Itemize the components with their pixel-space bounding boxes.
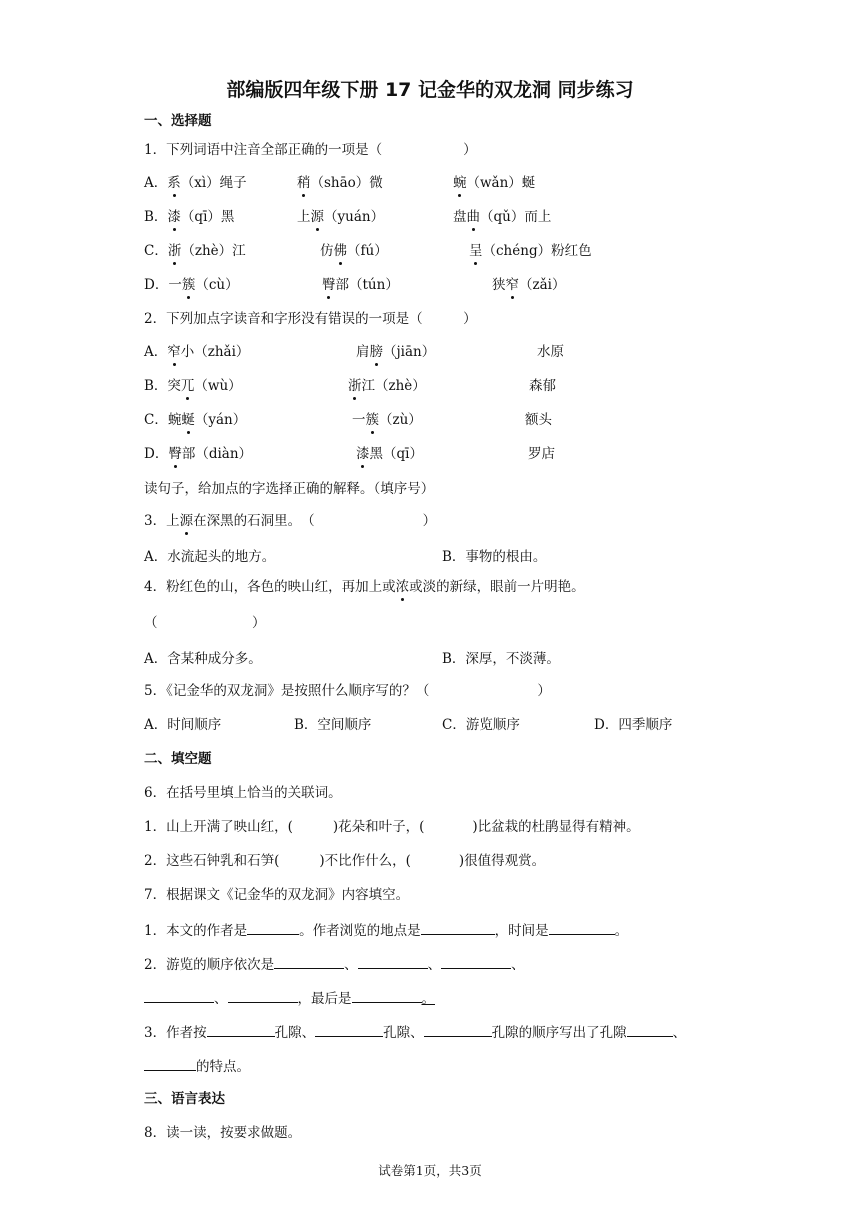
question-5-option-d: D．四季顺序 bbox=[594, 717, 673, 733]
question-3-stem bbox=[144, 512, 436, 530]
dotted-char: 簇 bbox=[181, 277, 196, 293]
fill-text: 、 bbox=[427, 957, 442, 973]
option-text: 森郁 bbox=[529, 378, 556, 394]
question-2-stem: 2．下列加点字读音和字形没有错误的一项是（ ） bbox=[144, 311, 477, 327]
answer-blank[interactable] bbox=[315, 1022, 383, 1037]
fill-text: )不比作什么，( bbox=[319, 853, 411, 869]
option-text: 罗店 bbox=[528, 446, 555, 462]
option-text: （wù） bbox=[194, 378, 242, 394]
question-5-stem: 5．《记金华的双龙洞》是按照什么顺序写的？（ ） bbox=[144, 683, 551, 699]
answer-blank[interactable] bbox=[424, 1022, 492, 1037]
question-8-stem: 8．读一读，按要求做题。 bbox=[144, 1125, 302, 1141]
question-7-line-3 bbox=[144, 1022, 686, 1042]
answer-blank[interactable] bbox=[421, 920, 495, 935]
dotted-char: 佛 bbox=[333, 243, 347, 259]
question-5-option-a: A．时间顺序 bbox=[144, 717, 222, 733]
option-text: （zǎi） bbox=[519, 277, 566, 293]
option-label: C． bbox=[144, 243, 168, 259]
answer-blank[interactable] bbox=[352, 988, 422, 1003]
dotted-char: 簇 bbox=[365, 412, 379, 428]
dotted-char: 漆 bbox=[167, 209, 181, 225]
dotted-char: 窄 bbox=[167, 344, 181, 360]
option-text: （fú） bbox=[347, 243, 388, 259]
option-label: D． bbox=[144, 446, 169, 462]
question-3-option-a: A．水流起头的地方。 bbox=[144, 549, 276, 565]
option-text: 突 bbox=[167, 378, 181, 394]
page-title: 部编版四年级下册 17 记金华的双龙洞 同步练习 bbox=[226, 79, 634, 101]
option-text: （wǎn）蜒 bbox=[466, 175, 536, 191]
option-text: 上 bbox=[297, 209, 311, 225]
fill-text: ，时间是 bbox=[494, 923, 549, 939]
option-label: A． bbox=[144, 175, 168, 191]
answer-blank[interactable] bbox=[247, 920, 299, 935]
fill-text: )花朵和叶子，( bbox=[332, 819, 425, 835]
question-3-option-b: B．事物的根由。 bbox=[442, 549, 547, 565]
answer-blank[interactable] bbox=[144, 988, 214, 1003]
dotted-char: 臀 bbox=[322, 277, 336, 293]
fill-text: 孔隙、 bbox=[383, 1025, 424, 1041]
stem-text: 或淡的新绿，眼前一片明艳。 bbox=[409, 579, 585, 595]
answer-blank[interactable] bbox=[549, 920, 615, 935]
fill-text: 2．游览的顺序依次是 bbox=[144, 957, 275, 973]
question-7-line-2b bbox=[144, 988, 435, 1008]
fill-text: 。 bbox=[421, 991, 435, 1007]
dotted-char: 窄 bbox=[505, 277, 519, 293]
dotted-char: 稍 bbox=[297, 175, 311, 191]
question-4-stem bbox=[144, 578, 585, 596]
dotted-char: 源 bbox=[310, 209, 324, 225]
question-5-option-c: C．游览顺序 bbox=[442, 717, 520, 733]
fill-text: 、 bbox=[511, 957, 525, 973]
question-7-line-2 bbox=[144, 954, 525, 974]
fill-text: 3．作者按 bbox=[144, 1025, 207, 1041]
option-label: D． bbox=[144, 277, 169, 293]
stem-text: 4．粉红色的山，各色的映山红，再加上或 bbox=[144, 579, 396, 595]
question-4-option-a: A．含某种成分多。 bbox=[144, 651, 262, 667]
answer-blank[interactable] bbox=[274, 954, 344, 969]
option-label: C． bbox=[144, 412, 168, 428]
dotted-char: 蜒 bbox=[181, 412, 195, 428]
option-text: 江（zhè） bbox=[361, 378, 426, 394]
option-text: 水原 bbox=[537, 344, 564, 360]
option-text: （xì）绳子 bbox=[180, 175, 247, 191]
question-4-option-b: B．深厚，不淡薄。 bbox=[442, 651, 560, 667]
option-text: 小（zhǎi） bbox=[180, 344, 250, 360]
fill-text: ，最后是 bbox=[297, 991, 352, 1007]
option-text: （jiān） bbox=[383, 344, 436, 360]
fill-text: 。作者浏览的地点是 bbox=[299, 923, 421, 939]
fill-text: 孔隙、 bbox=[274, 1025, 316, 1041]
fill-text: 孔隙的顺序写出了孔隙 bbox=[491, 1025, 627, 1041]
answer-blank[interactable] bbox=[144, 1056, 196, 1071]
fill-text: 。 bbox=[614, 923, 629, 939]
fill-text: 的特点。 bbox=[196, 1059, 250, 1075]
question-7-stem: 7．根据课文《记金华的双龙洞》内容填空。 bbox=[144, 887, 410, 903]
dotted-char: 浓 bbox=[395, 579, 410, 595]
instruction-text: 读句子，给加点的字选择正确的解释。（填序号） bbox=[144, 481, 435, 497]
question-5-option-b: B．空间顺序 bbox=[294, 717, 372, 733]
dotted-char: 曲 bbox=[466, 209, 480, 225]
answer-blank[interactable] bbox=[358, 954, 428, 969]
question-1-stem: 1．下列词语中注音全部正确的一项是（ ） bbox=[144, 142, 477, 158]
fill-text: 1．本文的作者是 bbox=[144, 923, 248, 939]
option-text: （qī）黑 bbox=[180, 209, 235, 225]
question-6-stem: 6．在括号里填上恰当的关联词。 bbox=[144, 785, 342, 801]
option-text: 黑（qī） bbox=[369, 446, 423, 462]
fill-text: 2．这些石钟乳和石笋( bbox=[144, 853, 280, 869]
option-text: 一 bbox=[352, 412, 366, 428]
option-label: B． bbox=[144, 209, 168, 225]
option-text: 部（tún） bbox=[335, 277, 399, 293]
dotted-char: 臀 bbox=[168, 446, 182, 462]
section-heading-fill: 二、填空题 bbox=[144, 751, 212, 767]
dotted-char: 浙 bbox=[348, 378, 362, 394]
option-label: A． bbox=[144, 344, 168, 360]
option-text: 狭 bbox=[492, 277, 506, 293]
option-text: （zhè）江 bbox=[181, 243, 246, 259]
fill-text: )很值得观赏。 bbox=[458, 853, 546, 869]
answer-blank[interactable] bbox=[228, 988, 298, 1003]
question-7-line-1 bbox=[144, 920, 628, 940]
option-text: （yuán） bbox=[324, 209, 385, 225]
fill-text: 、 bbox=[214, 991, 228, 1007]
page-footer: 试卷第1页，共3页 bbox=[378, 1163, 482, 1178]
section-heading-choice: 一、选择题 bbox=[144, 113, 212, 129]
section-heading-expression: 三、语言表达 bbox=[144, 1091, 225, 1107]
fill-text: )比盆栽的杜鹃显得有精神。 bbox=[472, 819, 640, 835]
stem-text: 3．上 bbox=[144, 513, 180, 529]
question-6-line-1 bbox=[144, 818, 640, 836]
stem-text: 在深黑的石洞里。 （ ） bbox=[193, 513, 437, 529]
fill-text: 、 bbox=[672, 1025, 687, 1041]
fill-text: 、 bbox=[344, 957, 358, 973]
dotted-char: 系 bbox=[167, 175, 181, 191]
option-text: 肩 bbox=[356, 344, 370, 360]
dotted-char: 蜿 bbox=[453, 175, 467, 191]
option-text: （cù） bbox=[195, 277, 239, 293]
answer-blank[interactable] bbox=[627, 1022, 673, 1037]
option-text: 盘 bbox=[453, 209, 467, 225]
fill-text: 1．山上开满了映山红，( bbox=[144, 819, 293, 835]
option-text: （chéng）粉红色 bbox=[482, 243, 592, 259]
dotted-char: 源 bbox=[179, 513, 194, 529]
dotted-char: 浙 bbox=[167, 243, 182, 259]
question-4-answer-paren: （ ） bbox=[144, 615, 266, 631]
option-text: （zù） bbox=[379, 412, 422, 428]
option-text: 额头 bbox=[525, 412, 552, 428]
dotted-char: 呈 bbox=[469, 243, 483, 259]
option-text: 仿 bbox=[320, 243, 334, 259]
dotted-char: 膀 bbox=[369, 344, 383, 360]
option-text: （shāo）微 bbox=[310, 175, 383, 191]
answer-blank[interactable] bbox=[207, 1022, 275, 1037]
option-text: 部（diàn） bbox=[181, 446, 253, 462]
dotted-char: 漆 bbox=[356, 446, 370, 462]
option-text: 蜿 bbox=[167, 412, 182, 428]
question-6-line-2 bbox=[144, 852, 545, 870]
question-7-line-3b bbox=[144, 1056, 250, 1076]
dotted-char: 兀 bbox=[180, 378, 195, 394]
option-label: B． bbox=[144, 378, 168, 394]
option-text: （qǔ）而上 bbox=[480, 209, 552, 225]
option-text: 一 bbox=[168, 277, 182, 293]
answer-blank[interactable] bbox=[441, 954, 511, 969]
option-text: （yán） bbox=[194, 412, 247, 428]
